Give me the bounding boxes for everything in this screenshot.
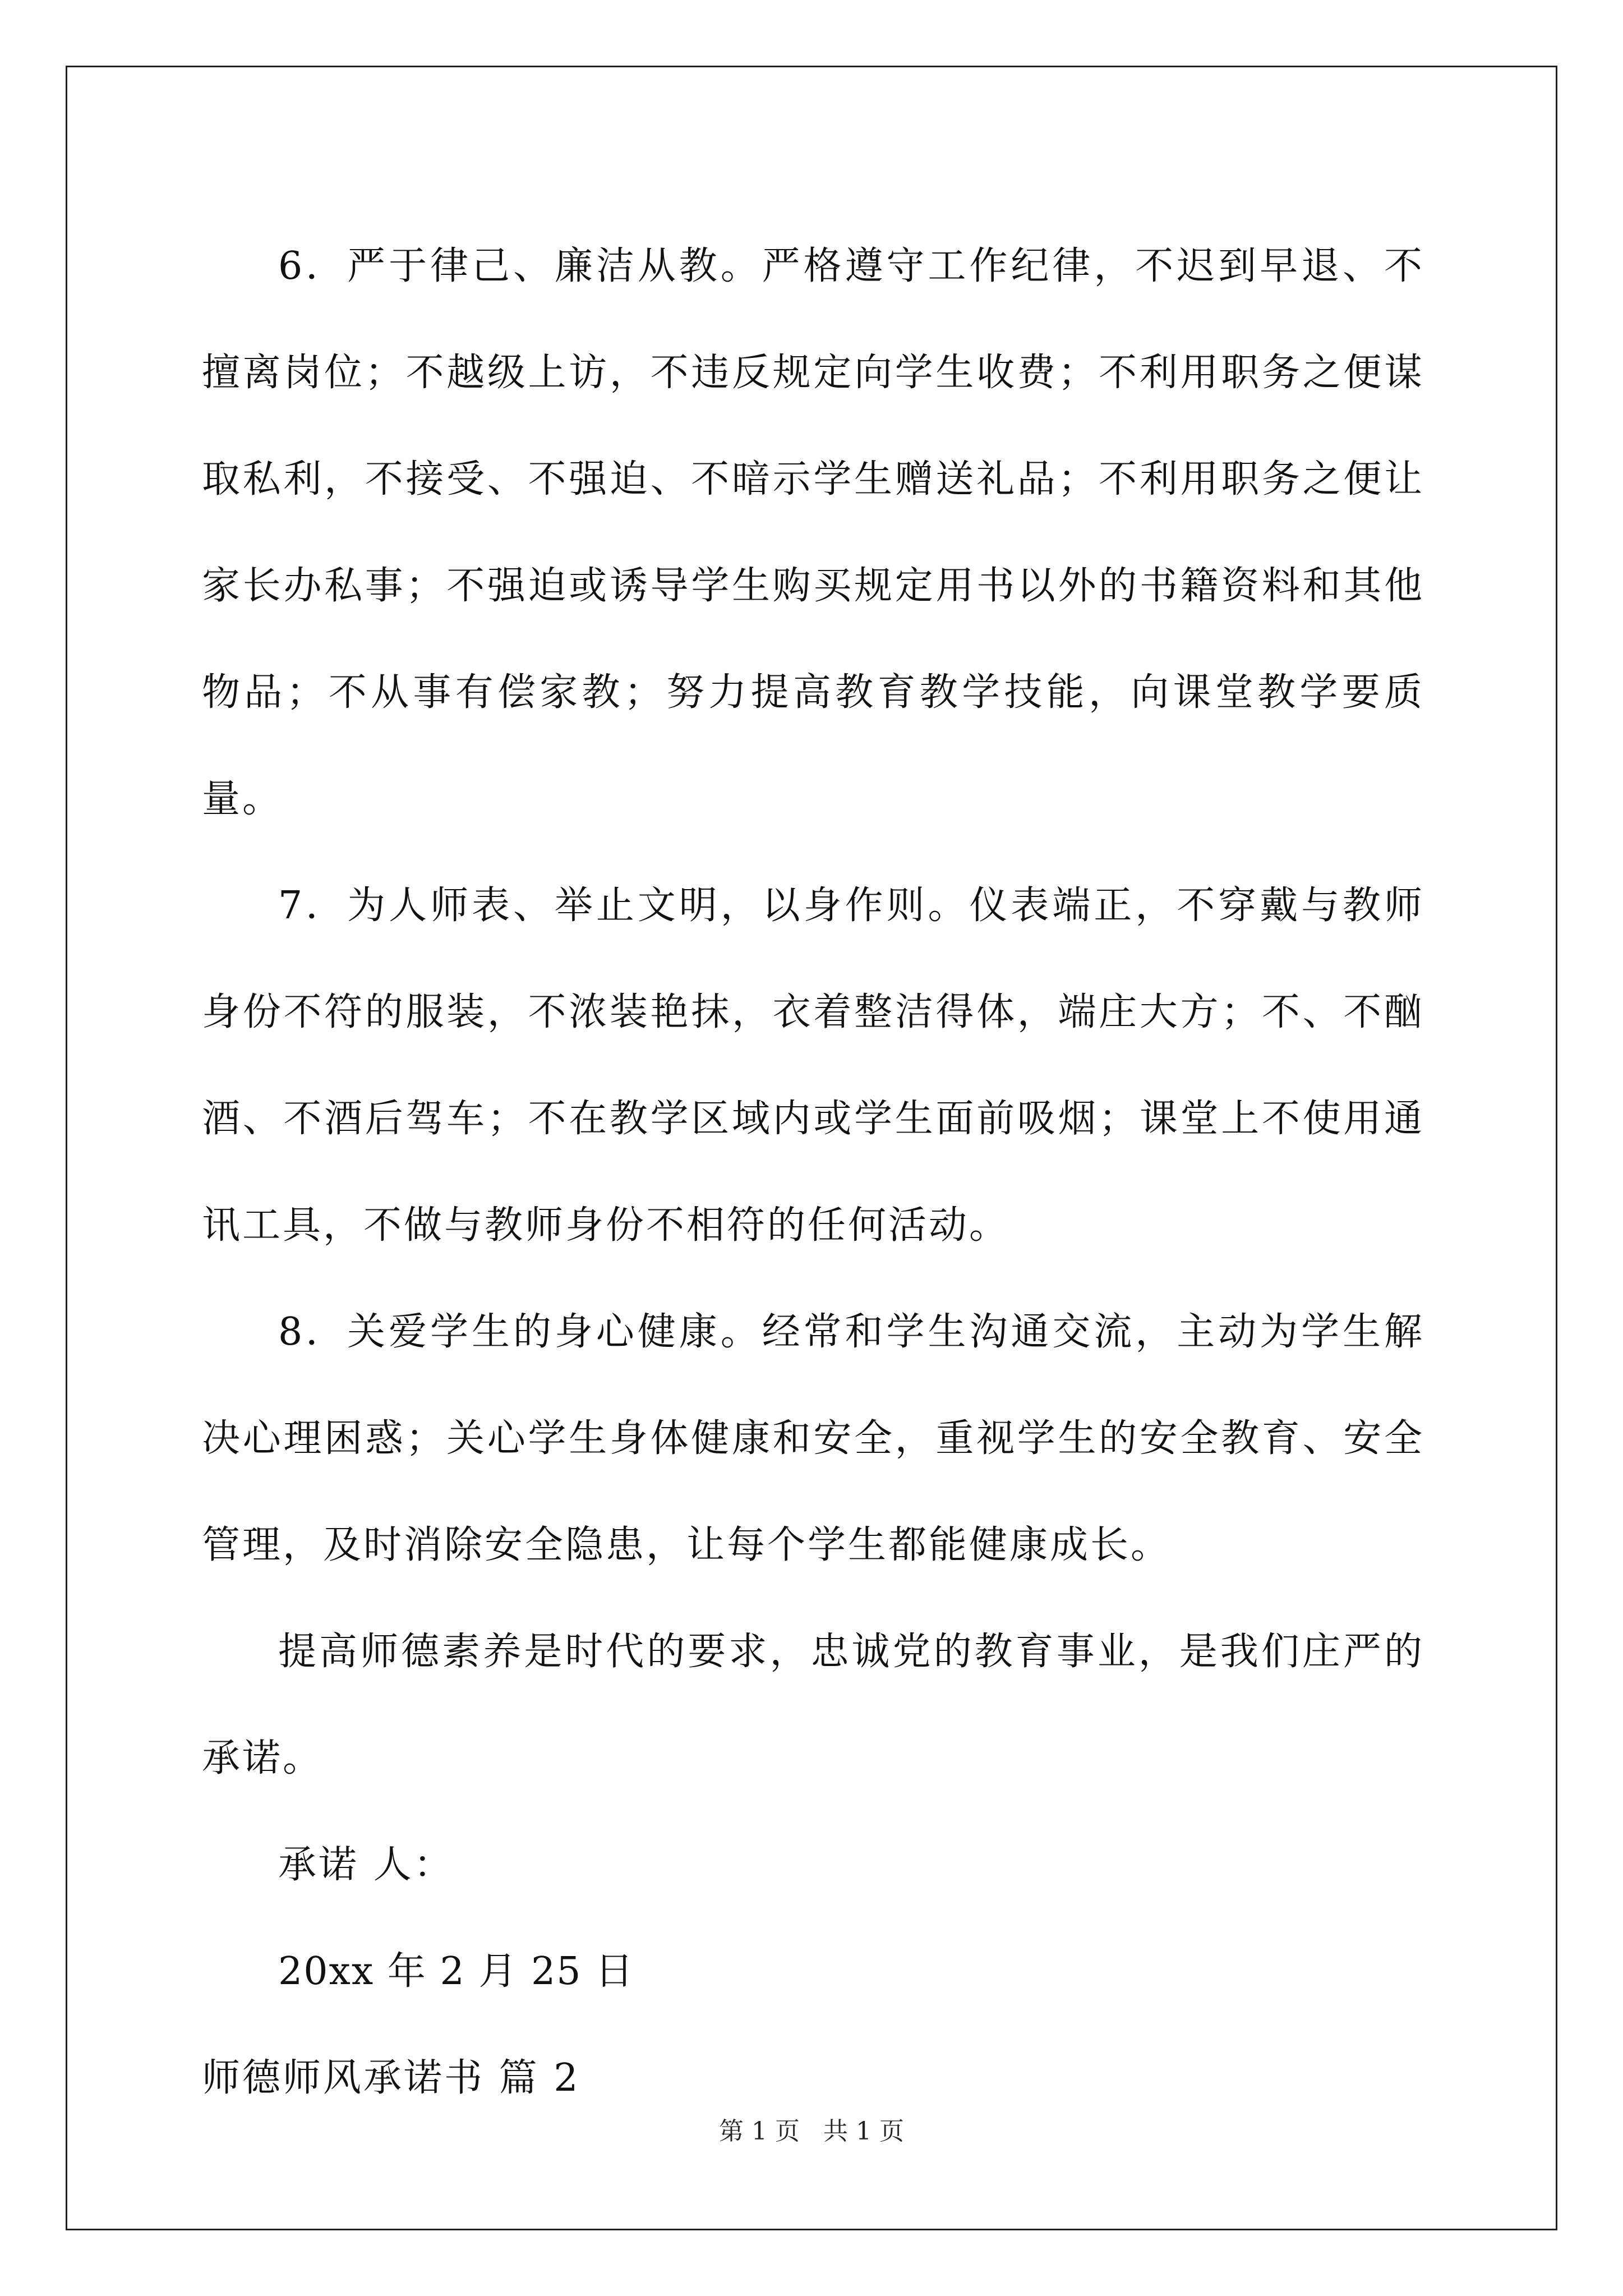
date-line: 20xx 年 2 月 25 日 xyxy=(278,1949,635,1994)
signer-label: 承诺 人： xyxy=(278,1843,454,1887)
paragraph-conclusion: 提高师德素养是时代的要求，忠诚党的教育事业，是我们庄严的承诺。 xyxy=(202,1630,1424,1780)
paragraph-item-8: 8．关爱学生的身心健康。经常和学生沟通交流，主动为学生解决心理困惑；关心学生身体健康和安全，重视学生的安全教育、安全管理，及时消除安全隐患，让每个学生都能健康成长。 xyxy=(202,1310,1424,1567)
document-body xyxy=(202,213,1424,2132)
paragraph-item-6: 6．严于律己、廉洁从教。严格遵守工作纪律，不迟到早退、不擅离岗位；不越级上访，不违反规定向学生收费；不利用职务之便谋取私利，不接受、不强迫、不暗示学生赠送礼品；不利用职务之便让家长办私事；不强迫或诱导学生购买规定用书以外的书籍资料和其他物品；不从事有偿家教；努力提高教育教学技能，向课堂教学要质量。 xyxy=(202,244,1424,821)
page-footer: 第 1 页 共 1 页 xyxy=(719,2117,904,2146)
paragraph-item-7: 7．为人师表、举止文明，以身作则。仪表端正，不穿戴与教师身份不符的服装，不浓装艳抹，衣着整洁得体，端庄大方；不、不酗酒、不酒后驾车；不在教学区域内或学生面前吸烟；课堂上不使用通讯工具，不做与教师身份不相符的任何活动。 xyxy=(202,884,1424,1248)
next-section-title: 师德师风承诺书 篇 2 xyxy=(202,2056,580,2100)
